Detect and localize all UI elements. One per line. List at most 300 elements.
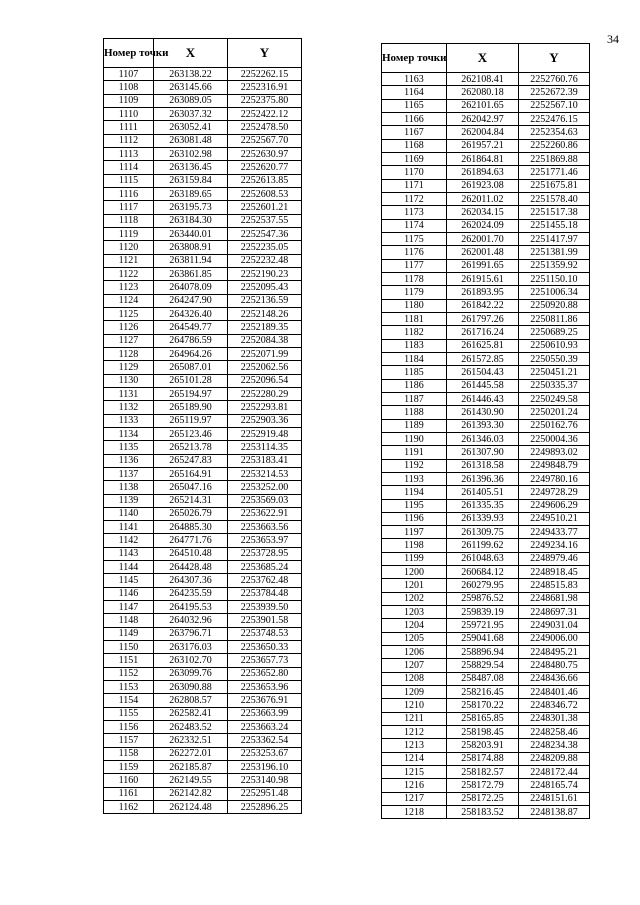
- table-row: [382, 606, 590, 619]
- cell-point-number: 1128: [104, 347, 154, 360]
- cell-y: 2252476.15: [519, 112, 590, 125]
- table-row: [382, 726, 590, 739]
- cell-x: 265026.79: [154, 507, 228, 520]
- cell-point-number: 1109: [104, 94, 154, 107]
- table-row: [382, 766, 590, 779]
- header-y: Y: [519, 44, 590, 73]
- table-row: [104, 147, 302, 160]
- cell-point-number: 1123: [104, 281, 154, 294]
- cell-y: 2252608.53: [228, 187, 302, 200]
- cell-y: 2251771.46: [519, 166, 590, 179]
- table-row: [104, 361, 302, 374]
- table-row: [104, 721, 302, 734]
- cell-point-number: 1193: [382, 472, 447, 485]
- cell-point-number: 1130: [104, 374, 154, 387]
- cell-x: 263052.41: [154, 121, 228, 134]
- cell-x: 264326.40: [154, 307, 228, 320]
- table-row: [382, 619, 590, 632]
- cell-x: 261307.90: [447, 446, 519, 459]
- table-row: [382, 73, 590, 86]
- cell-point-number: 1214: [382, 752, 447, 765]
- cell-y: 2253214.53: [228, 467, 302, 480]
- cell-point-number: 1161: [104, 787, 154, 800]
- cell-point-number: 1111: [104, 121, 154, 134]
- cell-x: 261346.03: [447, 432, 519, 445]
- cell-point-number: 1158: [104, 747, 154, 760]
- cell-y: 2251359.92: [519, 259, 590, 272]
- cell-point-number: 1184: [382, 352, 447, 365]
- table-row: [382, 552, 590, 565]
- cell-x: 258829.54: [447, 659, 519, 672]
- cell-point-number: 1144: [104, 561, 154, 574]
- table-row: [382, 792, 590, 805]
- cell-x: 264195.53: [154, 601, 228, 614]
- cell-y: 2253901.58: [228, 614, 302, 627]
- cell-x: 263089.05: [154, 94, 228, 107]
- table-row: [382, 739, 590, 752]
- cell-y: 2252136.59: [228, 294, 302, 307]
- table-row: [104, 614, 302, 627]
- cell-x: 262011.02: [447, 192, 519, 205]
- table-row: [382, 232, 590, 245]
- cell-x: 258172.25: [447, 792, 519, 805]
- cell-y: 2250004.36: [519, 432, 590, 445]
- cell-y: 2250201.24: [519, 406, 590, 419]
- cell-y: 2248138.87: [519, 806, 590, 819]
- cell-y: 2249433.77: [519, 526, 590, 539]
- cell-y: 2252071.99: [228, 347, 302, 360]
- cell-x: 263195.73: [154, 201, 228, 214]
- cell-x: 262808.57: [154, 694, 228, 707]
- cell-y: 2252896.25: [228, 801, 302, 814]
- table-row: [104, 747, 302, 760]
- table-header-row: [382, 44, 590, 73]
- cell-y: 2248346.72: [519, 699, 590, 712]
- cell-point-number: 1201: [382, 579, 447, 592]
- cell-point-number: 1194: [382, 486, 447, 499]
- cell-x: 261797.26: [447, 312, 519, 325]
- cell-x: 261430.90: [447, 406, 519, 419]
- cell-point-number: 1166: [382, 112, 447, 125]
- cell-y: 2248209.88: [519, 752, 590, 765]
- cell-x: 261842.22: [447, 299, 519, 312]
- cell-point-number: 1216: [382, 779, 447, 792]
- cell-y: 2253939.50: [228, 601, 302, 614]
- table-row: [104, 307, 302, 320]
- cell-y: 2250249.58: [519, 392, 590, 405]
- cell-y: 2252422.12: [228, 107, 302, 120]
- table-row: [382, 752, 590, 765]
- cell-y: 2253196.10: [228, 761, 302, 774]
- table-row: [104, 481, 302, 494]
- cell-point-number: 1115: [104, 174, 154, 187]
- cell-x: 262080.18: [447, 86, 519, 99]
- table-row: [104, 227, 302, 240]
- table-row: [104, 321, 302, 334]
- cell-x: 259041.68: [447, 632, 519, 645]
- cell-x: 261991.65: [447, 259, 519, 272]
- table-row: [104, 641, 302, 654]
- cell-x: 259876.52: [447, 592, 519, 605]
- table-row: [382, 352, 590, 365]
- table-row: [382, 512, 590, 525]
- cell-x: 262332.51: [154, 734, 228, 747]
- cell-y: 2252096.54: [228, 374, 302, 387]
- cell-point-number: 1177: [382, 259, 447, 272]
- table-header-row: [104, 39, 302, 68]
- table-row: [382, 699, 590, 712]
- cell-x: 263811.94: [154, 254, 228, 267]
- cell-y: 2251517.38: [519, 206, 590, 219]
- cell-y: 2248151.61: [519, 792, 590, 805]
- cell-x: 261446.43: [447, 392, 519, 405]
- cell-point-number: 1171: [382, 179, 447, 192]
- cell-x: 261915.61: [447, 272, 519, 285]
- cell-x: 265123.46: [154, 427, 228, 440]
- coordinates-table-right: [381, 43, 590, 819]
- cell-point-number: 1205: [382, 632, 447, 645]
- cell-y: 2253663.24: [228, 721, 302, 734]
- table-row: [104, 334, 302, 347]
- cell-x: 258165.85: [447, 712, 519, 725]
- cell-point-number: 1120: [104, 241, 154, 254]
- cell-point-number: 1126: [104, 321, 154, 334]
- cell-x: 261309.75: [447, 526, 519, 539]
- cell-x: 261335.35: [447, 499, 519, 512]
- table-row: [104, 187, 302, 200]
- cell-y: 2248918.45: [519, 566, 590, 579]
- cell-y: 2253657.73: [228, 654, 302, 667]
- cell-y: 2253622.91: [228, 507, 302, 520]
- cell-x: 262149.55: [154, 774, 228, 787]
- cell-y: 2249728.29: [519, 486, 590, 499]
- table-row: [382, 579, 590, 592]
- cell-point-number: 1212: [382, 726, 447, 739]
- cell-y: 2251381.99: [519, 246, 590, 259]
- cell-x: 264032.96: [154, 614, 228, 627]
- table-row: [104, 414, 302, 427]
- cell-y: 2252062.56: [228, 361, 302, 374]
- cell-point-number: 1156: [104, 721, 154, 734]
- table-row: [104, 174, 302, 187]
- cell-point-number: 1206: [382, 646, 447, 659]
- cell-y: 2249893.02: [519, 446, 590, 459]
- cell-point-number: 1165: [382, 99, 447, 112]
- table-row: [382, 659, 590, 672]
- cell-x: 264549.77: [154, 321, 228, 334]
- header-x: X: [154, 39, 228, 68]
- cell-x: 262185.87: [154, 761, 228, 774]
- cell-y: 2252537.55: [228, 214, 302, 227]
- cell-x: 265101.28: [154, 374, 228, 387]
- cell-x: 263184.30: [154, 214, 228, 227]
- table-row: [382, 259, 590, 272]
- cell-y: 2252567.70: [228, 134, 302, 147]
- table-row: [104, 761, 302, 774]
- table-row: [382, 526, 590, 539]
- cell-x: 259839.19: [447, 606, 519, 619]
- cell-x: 263176.03: [154, 641, 228, 654]
- table-row: [104, 574, 302, 587]
- cell-x: 263796.71: [154, 627, 228, 640]
- table-row: [382, 672, 590, 685]
- cell-y: 2250335.37: [519, 379, 590, 392]
- table-row: [382, 366, 590, 379]
- cell-point-number: 1213: [382, 739, 447, 752]
- table-row: [104, 441, 302, 454]
- table-row: [104, 427, 302, 440]
- table-row: [382, 299, 590, 312]
- cell-point-number: 1196: [382, 512, 447, 525]
- cell-x: 261504.43: [447, 366, 519, 379]
- cell-y: 2248697.31: [519, 606, 590, 619]
- cell-point-number: 1116: [104, 187, 154, 200]
- cell-y: 2252672.39: [519, 86, 590, 99]
- cell-y: 2251869.88: [519, 152, 590, 165]
- cell-x: 265119.97: [154, 414, 228, 427]
- table-row: [382, 219, 590, 232]
- cell-point-number: 1185: [382, 366, 447, 379]
- cell-x: 262272.01: [154, 747, 228, 760]
- cell-x: 264078.09: [154, 281, 228, 294]
- cell-y: 2252235.05: [228, 241, 302, 254]
- cell-y: 2248172.44: [519, 766, 590, 779]
- cell-point-number: 1176: [382, 246, 447, 259]
- cell-x: 261864.81: [447, 152, 519, 165]
- table-row: [104, 694, 302, 707]
- cell-x: 265047.16: [154, 481, 228, 494]
- cell-x: 263159.84: [154, 174, 228, 187]
- table-row: [104, 547, 302, 560]
- cell-y: 2253784.48: [228, 587, 302, 600]
- table-row: [104, 587, 302, 600]
- cell-x: 258216.45: [447, 686, 519, 699]
- cell-point-number: 1186: [382, 379, 447, 392]
- table-row: [104, 201, 302, 214]
- cell-y: 2250550.39: [519, 352, 590, 365]
- cell-x: 261625.81: [447, 339, 519, 352]
- table-row: [382, 99, 590, 112]
- cell-x: 262582.41: [154, 707, 228, 720]
- header-x: X: [447, 44, 519, 73]
- cell-point-number: 1137: [104, 467, 154, 480]
- cell-x: 263861.85: [154, 267, 228, 280]
- page-number: 34: [607, 32, 619, 46]
- cell-x: 264428.48: [154, 561, 228, 574]
- cell-x: 258896.94: [447, 646, 519, 659]
- cell-point-number: 1163: [382, 73, 447, 86]
- cell-y: 2252095.43: [228, 281, 302, 294]
- table-row: [104, 241, 302, 254]
- cell-x: 261445.58: [447, 379, 519, 392]
- cell-x: 261048.63: [447, 552, 519, 565]
- table-row: [104, 107, 302, 120]
- cell-point-number: 1112: [104, 134, 154, 147]
- cell-point-number: 1147: [104, 601, 154, 614]
- cell-point-number: 1170: [382, 166, 447, 179]
- cell-x: 263102.98: [154, 147, 228, 160]
- cell-point-number: 1189: [382, 419, 447, 432]
- cell-point-number: 1114: [104, 161, 154, 174]
- table-row: [382, 326, 590, 339]
- table-row: [104, 627, 302, 640]
- cell-point-number: 1122: [104, 267, 154, 280]
- table-row: [382, 379, 590, 392]
- cell-point-number: 1146: [104, 587, 154, 600]
- cell-x: 263145.66: [154, 81, 228, 94]
- cell-x: 263099.76: [154, 667, 228, 680]
- cell-y: 2253183.41: [228, 454, 302, 467]
- cell-y: 2253728.95: [228, 547, 302, 560]
- cell-y: 2253253.67: [228, 747, 302, 760]
- cell-y: 2249510.21: [519, 512, 590, 525]
- cell-x: 261716.24: [447, 326, 519, 339]
- table-row: [382, 139, 590, 152]
- table-row: [104, 387, 302, 400]
- cell-y: 2253650.33: [228, 641, 302, 654]
- table-row: [382, 392, 590, 405]
- cell-y: 2248301.38: [519, 712, 590, 725]
- header-point-number: Номер точки: [382, 44, 447, 73]
- cell-point-number: 1150: [104, 641, 154, 654]
- cell-x: 260684.12: [447, 566, 519, 579]
- table-row: [382, 712, 590, 725]
- cell-y: 2249848.79: [519, 459, 590, 472]
- cell-point-number: 1118: [104, 214, 154, 227]
- table-row: [382, 486, 590, 499]
- cell-x: 258203.91: [447, 739, 519, 752]
- cell-x: 263440.01: [154, 227, 228, 240]
- cell-y: 2252232.48: [228, 254, 302, 267]
- cell-y: 2252613.85: [228, 174, 302, 187]
- cell-x: 262001.48: [447, 246, 519, 259]
- cell-y: 2248515.83: [519, 579, 590, 592]
- cell-y: 2250610.93: [519, 339, 590, 352]
- cell-y: 2252903.36: [228, 414, 302, 427]
- cell-point-number: 1167: [382, 126, 447, 139]
- table-row: [382, 246, 590, 259]
- cell-y: 2251006.34: [519, 286, 590, 299]
- cell-x: 261339.93: [447, 512, 519, 525]
- cell-x: 264307.36: [154, 574, 228, 587]
- cell-y: 2253663.56: [228, 521, 302, 534]
- cell-y: 2248165.74: [519, 779, 590, 792]
- cell-point-number: 1136: [104, 454, 154, 467]
- cell-x: 262034.15: [447, 206, 519, 219]
- cell-y: 2252375.80: [228, 94, 302, 107]
- cell-y: 2253114.35: [228, 441, 302, 454]
- cell-x: 261923.08: [447, 179, 519, 192]
- table-row: [382, 152, 590, 165]
- cell-x: 263189.65: [154, 187, 228, 200]
- table-row: [104, 467, 302, 480]
- cell-y: 2252478.50: [228, 121, 302, 134]
- cell-y: 2253362.54: [228, 734, 302, 747]
- cell-point-number: 1183: [382, 339, 447, 352]
- cell-point-number: 1173: [382, 206, 447, 219]
- table-row: [382, 339, 590, 352]
- cell-x: 265189.90: [154, 401, 228, 414]
- cell-y: 2249234.16: [519, 539, 590, 552]
- table-row: [104, 401, 302, 414]
- cell-point-number: 1198: [382, 539, 447, 552]
- cell-point-number: 1134: [104, 427, 154, 440]
- table-row: [382, 206, 590, 219]
- cell-y: 2253748.53: [228, 627, 302, 640]
- cell-point-number: 1180: [382, 299, 447, 312]
- cell-x: 262483.52: [154, 721, 228, 734]
- cell-x: 261405.51: [447, 486, 519, 499]
- cell-y: 2252316.91: [228, 81, 302, 94]
- table-row: [104, 561, 302, 574]
- cell-point-number: 1217: [382, 792, 447, 805]
- table-row: [382, 432, 590, 445]
- cell-x: 264510.48: [154, 547, 228, 560]
- cell-y: 2253676.91: [228, 694, 302, 707]
- cell-point-number: 1141: [104, 521, 154, 534]
- table-row: [382, 126, 590, 139]
- table-row: [104, 521, 302, 534]
- table-row: [104, 681, 302, 694]
- cell-point-number: 1138: [104, 481, 154, 494]
- cell-point-number: 1145: [104, 574, 154, 587]
- cell-y: 2250689.25: [519, 326, 590, 339]
- cell-y: 2252354.63: [519, 126, 590, 139]
- table-row: [104, 707, 302, 720]
- table-row: [104, 534, 302, 547]
- cell-point-number: 1143: [104, 547, 154, 560]
- cell-point-number: 1178: [382, 272, 447, 285]
- cell-point-number: 1107: [104, 68, 154, 81]
- cell-y: 2251675.81: [519, 179, 590, 192]
- table-row: [382, 472, 590, 485]
- cell-x: 258172.79: [447, 779, 519, 792]
- cell-point-number: 1182: [382, 326, 447, 339]
- cell-y: 2252148.26: [228, 307, 302, 320]
- cell-point-number: 1215: [382, 766, 447, 779]
- cell-x: 258487.08: [447, 672, 519, 685]
- cell-y: 2251455.18: [519, 219, 590, 232]
- cell-x: 261893.95: [447, 286, 519, 299]
- cell-point-number: 1202: [382, 592, 447, 605]
- cell-y: 2252189.35: [228, 321, 302, 334]
- table-row: [104, 774, 302, 787]
- table-row: [382, 272, 590, 285]
- cell-x: 265194.97: [154, 387, 228, 400]
- cell-point-number: 1135: [104, 441, 154, 454]
- cell-x: 264964.26: [154, 347, 228, 360]
- cell-point-number: 1124: [104, 294, 154, 307]
- header-point-number: Номер точки: [104, 39, 154, 68]
- table-row: [382, 312, 590, 325]
- cell-y: 2249780.16: [519, 472, 590, 485]
- cell-point-number: 1132: [104, 401, 154, 414]
- cell-y: 2251150.10: [519, 272, 590, 285]
- cell-point-number: 1133: [104, 414, 154, 427]
- cell-y: 2251417.97: [519, 232, 590, 245]
- cell-x: 265213.78: [154, 441, 228, 454]
- cell-x: 264247.90: [154, 294, 228, 307]
- cell-x: 258183.52: [447, 806, 519, 819]
- cell-point-number: 1168: [382, 139, 447, 152]
- cell-x: 264235.59: [154, 587, 228, 600]
- cell-x: 263081.48: [154, 134, 228, 147]
- cell-y: 2253663.99: [228, 707, 302, 720]
- table-row: [382, 686, 590, 699]
- table-row: [104, 254, 302, 267]
- cell-point-number: 1142: [104, 534, 154, 547]
- cell-point-number: 1117: [104, 201, 154, 214]
